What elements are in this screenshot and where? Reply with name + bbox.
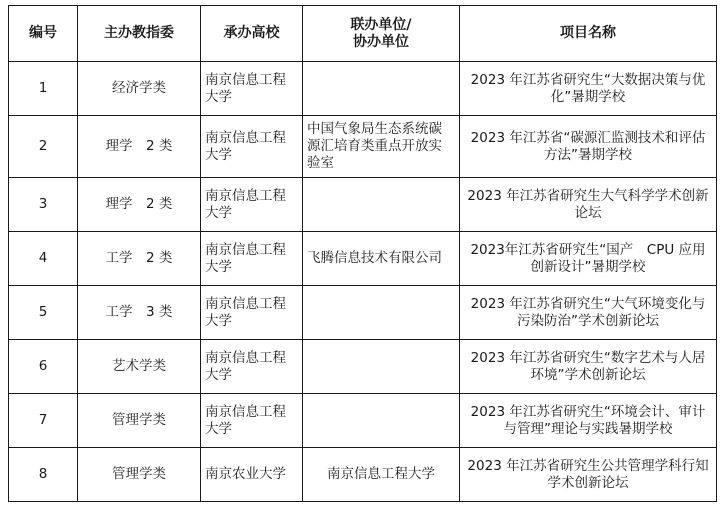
row-co-organizer — [303, 62, 460, 116]
header-project-name: 项目名称 — [460, 6, 717, 62]
table-row — [9, 340, 717, 394]
row-project: 2023 年江苏省研究生公共管理学科行知学术创新论坛 — [460, 448, 717, 502]
table-row — [9, 116, 717, 178]
row-host: 南京信息工程大学 — [201, 340, 303, 394]
row-co-organizer — [303, 340, 460, 394]
row-number: 4 — [9, 232, 78, 286]
project-table — [8, 5, 717, 502]
header-row — [9, 6, 717, 62]
row-number: 7 — [9, 394, 78, 448]
row-number: 6 — [9, 340, 78, 394]
row-project: 2023 年江苏省“碳源汇监测技术和评估方法”暑期学校 — [460, 116, 717, 178]
table-row — [9, 448, 717, 502]
row-committee: 管理学类 — [78, 448, 201, 502]
row-committee: 管理学类 — [78, 394, 201, 448]
row-project: 2023 年江苏省研究生“环境会计、审计与管理”理论与实践暑期学校 — [460, 394, 717, 448]
row-host: 南京信息工程大学 — [201, 232, 303, 286]
row-host: 南京信息工程大学 — [201, 116, 303, 178]
table-row — [9, 232, 717, 286]
row-committee: 经济学类 — [78, 62, 201, 116]
row-project: 2023年江苏省研究生“国产 CPU 应用创新设计”暑期学校 — [460, 232, 717, 286]
row-project: 2023 年江苏省研究生“大气环境变化与污染防治”学术创新论坛 — [460, 286, 717, 340]
row-host: 南京信息工程大学 — [201, 394, 303, 448]
row-number: 5 — [9, 286, 78, 340]
row-committee: 工学 2 类 — [78, 232, 201, 286]
header-number: 编号 — [9, 6, 78, 62]
row-co-organizer: 飞腾信息技术有限公司 — [303, 232, 460, 286]
row-committee: 工学 3 类 — [78, 286, 201, 340]
row-co-organizer: 南京信息工程大学 — [303, 448, 460, 502]
table-row — [9, 62, 717, 116]
row-number: 2 — [9, 116, 78, 178]
row-host: 南京信息工程大学 — [201, 62, 303, 116]
row-project: 2023 年江苏省研究生“数字艺术与人居环境”学术创新论坛 — [460, 340, 717, 394]
row-committee: 理学 2 类 — [78, 116, 201, 178]
table-row — [9, 286, 717, 340]
row-co-organizer — [303, 394, 460, 448]
row-number: 8 — [9, 448, 78, 502]
row-project: 2023 年江苏省研究生大气科学学术创新论坛 — [460, 178, 717, 232]
row-host: 南京信息工程大学 — [201, 286, 303, 340]
table-row — [9, 394, 717, 448]
header-committee: 主办教指委 — [78, 6, 201, 62]
row-host: 南京信息工程大学 — [201, 178, 303, 232]
row-host: 南京农业大学 — [201, 448, 303, 502]
row-committee: 艺术学类 — [78, 340, 201, 394]
row-number: 3 — [9, 178, 78, 232]
row-number: 1 — [9, 62, 78, 116]
row-committee: 理学 2 类 — [78, 178, 201, 232]
table-row — [9, 178, 717, 232]
row-co-organizer — [303, 286, 460, 340]
header-co-organizer: 联办单位/ 协办单位 — [303, 6, 460, 62]
row-co-organizer — [303, 178, 460, 232]
row-co-organizer: 中国气象局生态系统碳源汇培育类重点开放实验室 — [303, 116, 460, 178]
row-project: 2023 年江苏省研究生“大数据决策与优化”暑期学校 — [460, 62, 717, 116]
header-host-university: 承办高校 — [201, 6, 303, 62]
